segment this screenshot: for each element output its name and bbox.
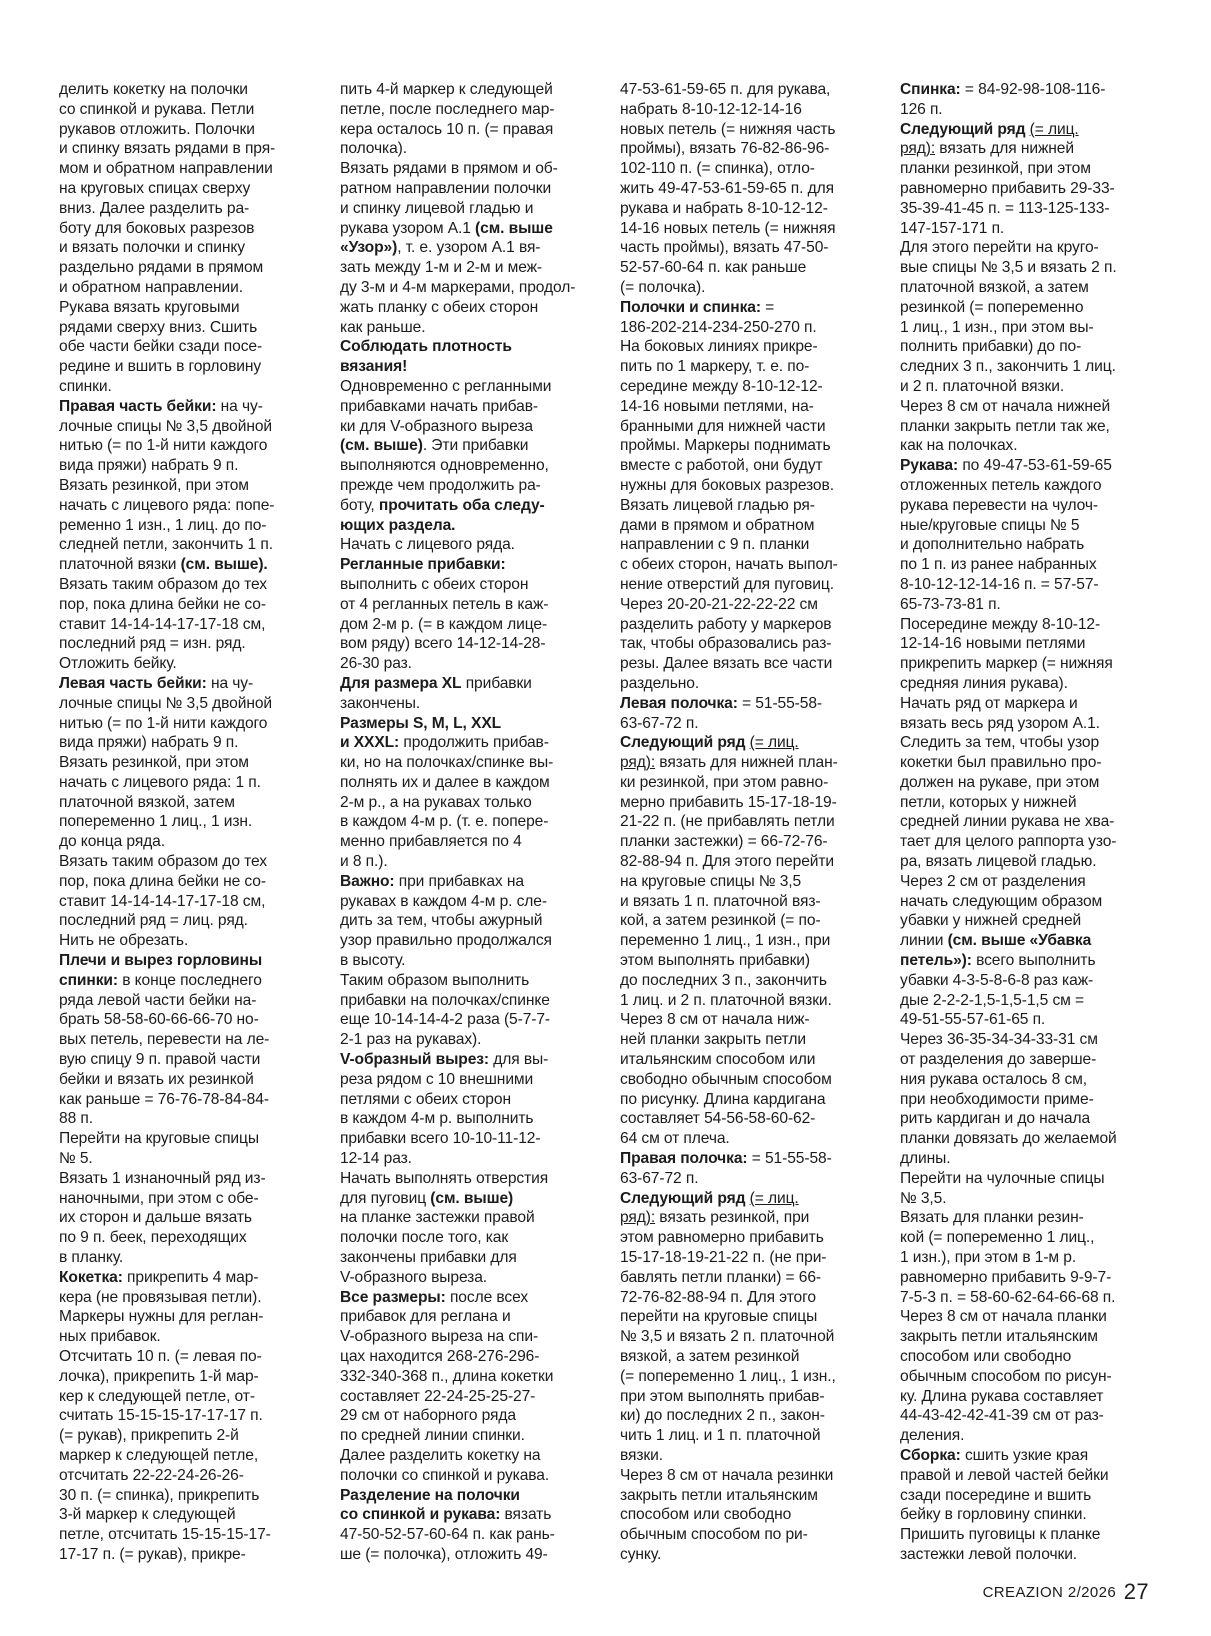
body-text: вязать 47-50-52-57-60-64 п. как рань- ше (= полочка), отложить 49- [340,1506,555,1563]
underlined-text: (= лиц. ряд): [620,734,799,772]
paragraph [340,555,602,674]
body-text: Начать с лицевого ряда. [340,536,515,554]
body-text: Вязать таким образом до тех пор, пока длина бейки не со- ставит 14-14-14-17-17-18 см, последний ряд = изн. ряд. Отложить бейку. [59,575,267,673]
body-text: прикрепить 4 мар- кера (не провязывая петли). Маркеры нужны для реглан- ных прибавок. [59,1268,264,1346]
bold-heading: (см. выше) [430,1189,514,1207]
paragraph [340,1288,602,1486]
body-text: вязать для нижней планки резинкой, при этом равномерно прибавить 29-33- 35-39-41-45 п. = 113-125-133- 147-157-171 п. Для этого перейти на круго- вые спицы № 3,5 и вязать 2 п. платочной вязкой, а затем резинкой (= попеременно 1 лиц., 1 изн., при этом вы- полнить прибавки) до по- следних 3 п., закончить 1 лиц. и 2 п. платочной вязки. Через 8 см от начала нижней планки закрыть петли так же, как на полочках. [900,140,1117,455]
underlined-text: (= лиц. ряд): [900,120,1079,158]
body-text: вязать для нижней план- ки резинкой, при этом равно- мерно прибавить 15-17-18-19- 21-22 п. (не прибавлять петли планки застежки) = 66-72-76- 82-88-94 п. Для этого перейти на круговые спицы № 3,5 и вязать 1 п. платочной вяз- кой, а затем резинкой (= по- переменно 1 лиц., 1 изн., при этом выполнять прибавки) до последних 3 п., закончить 1 лиц. и 2 п. платочной вязки. Через 8 см от начала ниж- ней планки закрыть петли итальянским способом или свободно обычным способом по рисунку. Длина кардигана составляет 54-56-58-60-62- 64 см от плеча. [620,754,838,1148]
bold-heading: Правая часть бейки: [59,397,217,415]
body-text: пить 4-й маркер к следующей петле, после последнего мар- кера осталось 10 п. (= правая полочка). [340,81,555,158]
body-text: Через 8 см от начала резинки закрыть петли итальянским способом или свободно обычным способом по ри- сунку. [620,1466,834,1563]
bold-heading: Размеры S, M, L, XXL и XXXL: [340,714,502,752]
body-text: Перейти на чулочные спицы № 3,5. [900,1169,1105,1207]
magazine-issue: CREAZION 2/2026 [982,1584,1117,1601]
paragraph [59,397,321,476]
paragraph [340,337,602,377]
bold-heading: Следующий ряд [900,120,1030,138]
page-number: 27 [1123,1579,1149,1604]
body-text: Вязать 1 изнаночный ряд из- наночными, при этом с обе- их сторон и дальше вязать по 9 п. беек, переходящих в планку. [59,1169,266,1267]
paragraph [59,1268,321,1347]
paragraph [620,298,882,694]
paragraph [340,872,602,971]
body-text: 47-53-61-59-65 п. для рукава, набрать 8-10-12-12-14-16 новых петель (= нижняя часть проймы), вязать 76-82-86-96- 102-110 п. (= спинка), отло- жить 49-47-53-61-59-65 п. для рукава и набрать 8-10-12-12- 14-16 новых петель (= нижняя часть проймы), вязать 47-50- 52-57-60-64 п. как раньше (= полочка). [620,81,836,296]
body-text: в конце последнего ряда левой части бейки на- брать 58-58-60-66-66-70 но- вых петель, перевести на ле- вую спицу 9 п. правой части бейки и вязать их резинкой как раньше = 76-76-78-84-84- 88 п. [59,971,270,1128]
bold-heading: V-образный вырез: [340,1051,490,1069]
body-text: Одновременно с регланными прибавками начать прибав- ки для V-образного выреза [340,377,552,435]
body-text: Отсчитать 10 п. (= левая по- лочка), прикрепить 1-й мар- кер к следующей петле, от- считать 15-15-15-17-17-17 п. (= рукав), прикрепить 2-й маркер к следующей петле, отсчитать 22-22-24-26-26- 30 п. (= спинка), прикрепить 3-й маркер к следующей петле, отсчитать 15-15-15-17- 17-17 п. (= рукав), прикре- [59,1348,271,1563]
body-text: Вязать рядами в прямом и об- ратном направлении полочки и спинку лицевой гладью и рукава узором А.1 [340,160,558,237]
paragraph [620,1149,882,1189]
bold-heading: (см. выше «Убавка петель»): [900,932,1092,970]
paragraph [59,951,321,1129]
body-text: на чу- лочные спицы № 3,5 двойной нитью (= по 1-й нити каждого вида пряжи) набрать 9 п. [59,397,273,475]
body-text: при прибавках на рукавах в каждом 4-м р. сле- дить за тем, чтобы ажурный узор правильно продолжался в высоту. [340,872,552,970]
body-text: Перейти на круговые спицы № 5. [59,1130,259,1168]
bold-heading: Регланные прибавки: [340,556,506,574]
body-text: = 186-202-214-234-250-270 п. На боковых линиях прикре- пить по 1 маркеру, т. е. по- середине между 8-10-12-12- 14-16 новыми петлями, на- бранными для нижней части проймы. Маркеры поднимать вместе с работой, они будут нужны для боковых разрезов. Вязать лицевой гладью ря- дами в прямом и обратном направлении с 9 п. планки с обеих сторон, начать выпол- нение отверстий для пуговиц. Через 20-20-21-22-22-22 см разделить работу у маркеров так, чтобы образовались раз- резы. Далее вязать все части раздельно. [620,298,838,692]
bold-heading: Разделение на полочки со спинкой и рукава: [340,1486,520,1524]
body-text: делить кокетку на полочки со спинкой и рукава. Петли рукавов отложить. Полочки и спинку вязать рядами в пря- мом и обратном направлении на круговых спицах сверху вниз. Далее разделить ра- боту для боковых разрезов и вязать полочки и спинку раздельно рядами в прямом и обратном направлении. Рукава вязать круговыми рядами сверху вниз. Сшить обе части бейки сзади посе- редине и вшить в горловину спинки. [59,81,276,395]
paragraph [59,1347,321,1565]
bold-heading: Левая полочка: [620,694,738,712]
body-text: сшить узкие края правой и левой частей бейки сзади посередине и вшить бейку в горловину спинки. Пришить пуговицы к планке застежки левой полочки. [900,1446,1109,1563]
bold-heading: Соблюдать плотность вязания! [340,338,512,376]
body-text: = 84-92-98-108-116- 126 п. [900,81,1106,118]
bold-heading: Важно: [340,872,395,890]
paragraph [620,80,882,298]
paragraph [59,1129,321,1169]
bold-heading: Все размеры: [340,1288,446,1306]
body-text: для вы- реза рядом с 10 внешними петлями с обеих сторон в каждом 4-м р. выполнить прибавки всего 10-10-11-12- 12-14 раз. [340,1051,549,1168]
paragraph [340,80,602,159]
body-text: выполнить с обеих сторон от 4 регланных петель в каж- дом 2-м р. (= в каждом лице- вом ряду) всего 14-12-14-28- 26-30 раз. [340,575,549,673]
body-text: на планке застежки правой полочки после того, как закончены прибавки для V-образного выреза. [340,1209,535,1286]
paragraph [900,1208,1162,1446]
bold-heading: Следующий ряд [620,734,750,752]
paragraph [620,694,882,734]
bold-heading: (см. выше) [340,437,423,455]
paragraph [900,80,1162,120]
paragraph [620,1466,882,1565]
bold-heading: Полочки и спинка: [620,298,761,316]
paragraph [59,476,321,575]
bold-heading: Сборка: [900,1446,961,1464]
paragraph [900,456,1162,1169]
bold-heading: Спинка: [900,81,961,98]
bold-heading: (см. выше «Узор») [340,219,553,257]
body-text: , т. е. узором А.1 вя- зать между 1-м и 2-м и меж- ду 3-м и 4-м маркерами, продол- жать планку с обеих сторон как раньше. [340,239,576,336]
paragraph [340,971,602,1050]
paragraph [59,575,321,674]
paragraph [340,1169,602,1288]
bold-heading: Левая часть бейки: [59,674,207,692]
body-text: . Эти прибавки выполняются одновременно, прежде чем продолжить ра- боту, [340,437,549,514]
body-text: на чу- лочные спицы № 3,5 двойной нитью (= по 1-й нити каждого вида пряжи) набрать 9 п. Вязать резинкой, при этом начать с лицевого ряда: 1 п. платочной вязкой, затем попеременно 1 лиц., 1 изн. до конца ряда. [59,674,273,851]
bold-heading: прочитать оба следу- ющих раздела. [340,496,545,534]
body-text: = 51-55-58- 63-67-72 п. [620,1150,832,1187]
bold-heading: Плечи и вырез горловины спинки: [59,952,263,989]
page-footer [983,1577,1149,1603]
paragraph [340,159,602,337]
bold-heading: (см. выше). [180,556,268,574]
paragraph [900,120,1162,457]
text-column-4 [900,80,1162,1565]
body-text: Таким образом выполнить прибавки на полочках/спинке еще 10-14-14-4-2 раза (5-7-7- 2-1 раз на рукавах). [340,971,551,1049]
paragraph [340,377,602,535]
body-text: после всех прибавок для реглана и V-образного выреза на спи- цах находится 268-276-296- 332-340-368 п., длина кокетки составляет 22-24-25-25-27- 29 см от наборного ряда по средней линии спинки. Далее разделить кокетку на полочки со спинкой и рукава. [340,1288,554,1484]
bold-heading: Рукава: [900,457,959,475]
body-text: Вязать резинкой, при этом начать с лицевого ряда: попе- ременно 1 изн., 1 лиц. до по- следней петли, закончить 1 п. платочной вязки [59,476,275,574]
body-text: Вязать для планки резин- кой (= попеременно 1 лиц., 1 изн.), при этом в 1-м р. равномерно прибавить 9-9-7- 7-5-3 п. = 58-60-62-64-66-68 п. Через 8 см от начала планки закрыть петли итальянским способом или свободно обычным способом по рисун- ку. Длина рукава составляет 44-43-42-42-41-39 см от раз- деления. [900,1209,1116,1445]
bold-heading: Следующий ряд [620,1189,750,1207]
paragraph [900,1446,1162,1565]
paragraph [900,1169,1162,1209]
paragraph [340,1050,602,1169]
body-text: всего выполнить убавки 4-3-5-8-6-8 раз каж- дые 2-2-2-1,5-1,5-1,5 см = 49-51-55-57-61-65 п. Через 36-35-34-34-33-31 см от разделения до заверше- ния рукава осталось 8 см, при необходимости приме- рить кардиган и до начала планки довязать до желаемой длины. [900,952,1117,1168]
bold-heading: Кокетка: [59,1268,123,1286]
text-column-2 [340,80,602,1565]
paragraph [340,535,602,555]
body-text: прибавки закончены. [340,674,532,712]
body-text: вязать резинкой, при этом равномерно прибавить 15-17-18-19-21-22 п. (не при- бавлять петли планки) = 66- 72-76-82-88-94 п. Для этого перейти на круговые спицы № 3,5 и вязать 2 п. платочной вязкой, а затем резинкой (= попеременно 1 лиц., 1 изн., при этом выполнять прибав- ки) до последних 2 п., закон- чить 1 лиц. и 1 п. платочной вязки. [620,1209,836,1464]
underlined-text: (= лиц. ряд): [620,1189,799,1227]
bold-heading: Правая полочка: [620,1150,748,1168]
paragraph [59,852,321,951]
paragraph [59,80,321,397]
bold-heading: Для размера XL [340,674,462,692]
body-text: по 49-47-53-61-59-65 отложенных петель каждого рукава перевести на чулоч- ные/круговые спицы № 5 и дополнительно набрать по 1 п. из ранее набранных 8-10-12-12-14-16 п. = 57-57- 65-73-73-81 п. Посередине между 8-10-12- 12-14-16 новыми петлями прикрепить маркер (= нижняя средняя линия рукава). Начать ряд от маркера и вязать весь ряд узором А.1. Следить за тем, чтобы узор кокетки был правильно про- должен на рукаве, при этом петли, которых у нижней средней линии рукава не хва- тает для целого раппорта узо- ра, вязать лицевой гладью. Через 2 см от разделения начать следующим образом убавки у нижней средней линии [900,457,1117,950]
paragraph [620,1189,882,1466]
paragraph [620,733,882,1149]
text-column-3 [620,80,882,1565]
body-text: Вязать таким образом до тех пор, пока длина бейки не со- ставит 14-14-14-17-17-18 см, последний ряд = лиц. ряд. Нить не обрезать. [59,853,267,950]
body-text: = 51-55-58- 63-67-72 п. [620,694,823,732]
text-column-1 [59,80,321,1565]
paragraph [340,674,602,714]
paragraph [340,1486,602,1565]
body-text: продолжить прибав- ки, но на полочках/спинке вы- полнять их и далее в каждом 2-м р., а на рукавах только в каждом 4-м р. (т. е. попере- менно прибавляется по 4 и 8 п.). [340,734,554,871]
body-text: Начать выполнять отверстия для пуговиц [340,1169,549,1207]
paragraph [340,714,602,872]
paragraph [59,674,321,852]
paragraph [59,1169,321,1268]
